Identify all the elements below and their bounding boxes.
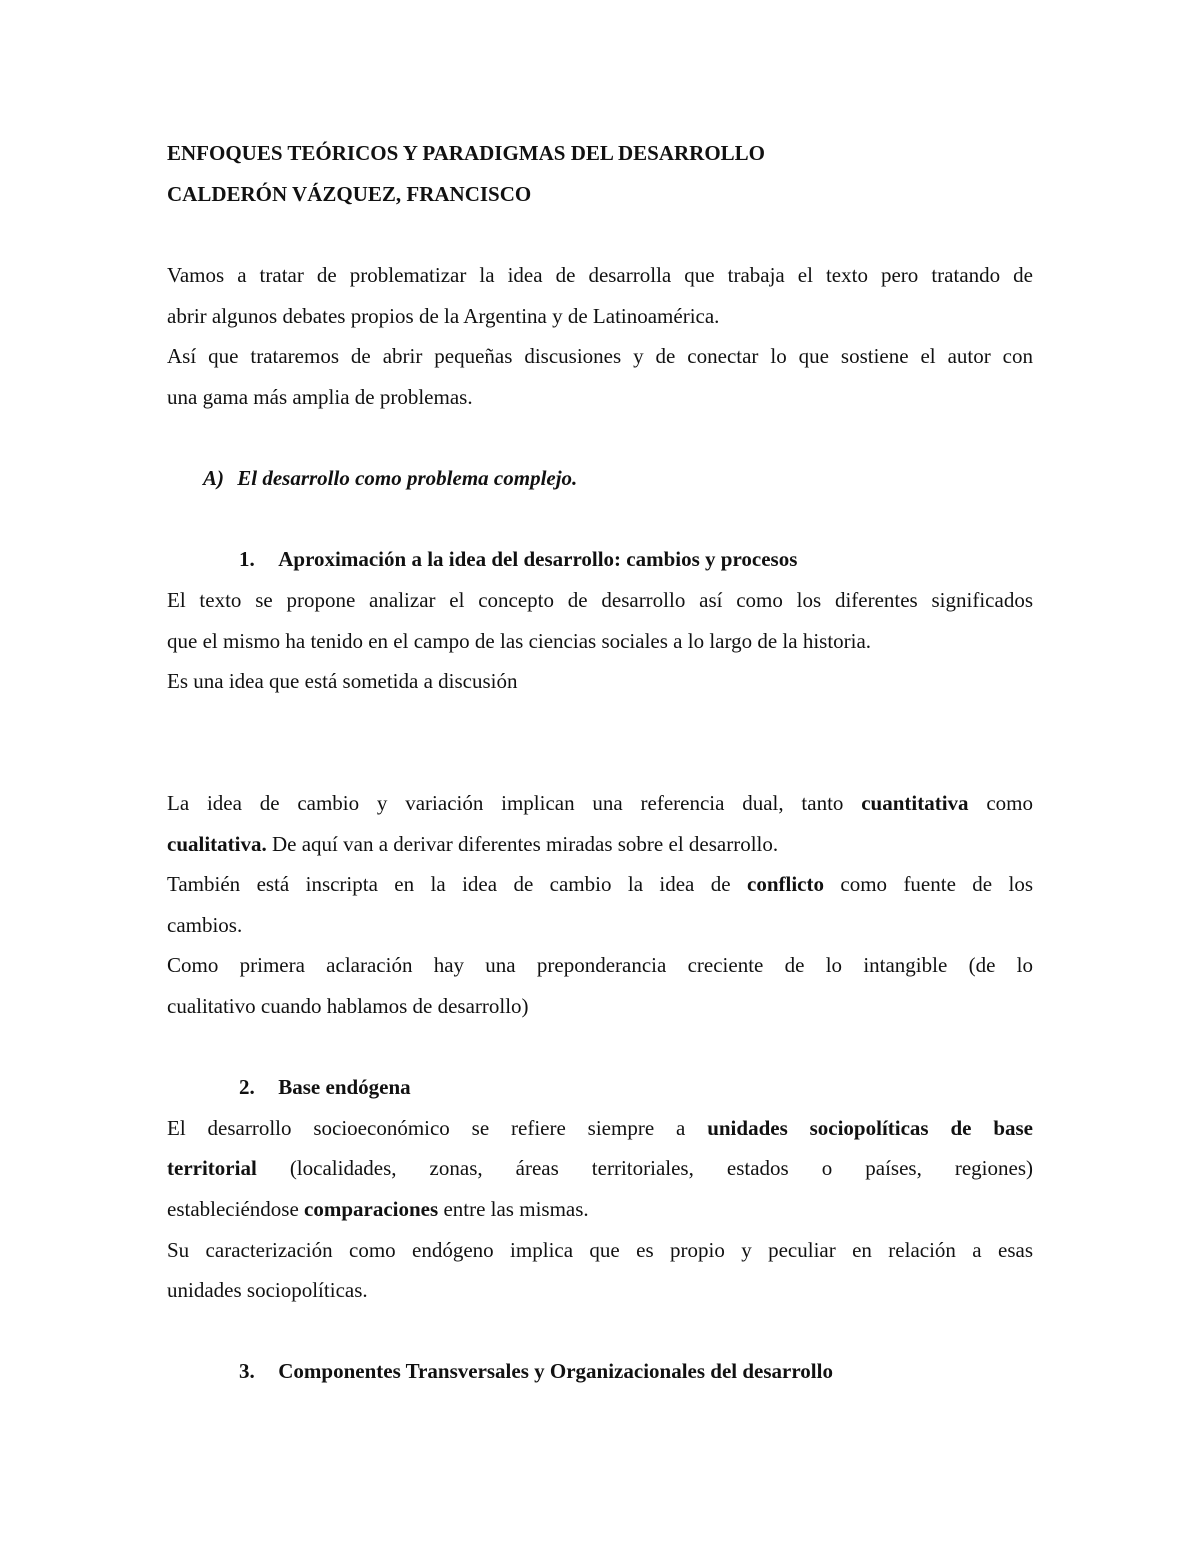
section-1-number: 1. — [239, 547, 255, 571]
s1b-line-5: Como primera aclaración hay una preponderancia creciente de lo intangible (de lo — [167, 953, 1033, 977]
s1b-term-conflicto: conflicto — [747, 872, 824, 896]
s1-line-2: que el mismo ha tenido en el campo de las ciencias sociales a lo largo de la historia. — [167, 629, 872, 653]
s2-term-comparaciones: comparaciones — [304, 1197, 439, 1221]
s1b-line-2-text: De aquí van a derivar diferentes miradas sobre el desarrollo. — [266, 832, 779, 856]
s2-line-2 — [167, 1158, 1033, 1179]
s2-line-4: Su caracterización como endógeno implica que es propio y peculiar en relación a esas — [167, 1238, 1033, 1262]
s2-line-1-text: El desarrollo socioeconómico se refiere siempre a — [167, 1116, 686, 1140]
section-1-heading — [239, 549, 797, 570]
section-2-number: 2. — [239, 1075, 255, 1099]
s1b-line-6: cualitativo cuando hablamos de desarrollo) — [167, 994, 529, 1018]
s1b-line-3 — [167, 874, 1033, 895]
section-a-heading — [203, 468, 577, 489]
s1-line-1: El texto se propone analizar el concepto de desarrollo así como los diferentes significados — [167, 588, 1033, 612]
section-3-heading — [239, 1361, 833, 1382]
s1b-line-1-text: La idea de cambio y variación implican una referencia dual, tanto — [167, 791, 844, 815]
intro-line-4: una gama más amplia de problemas. — [167, 385, 473, 409]
document-author: CALDERÓN VÁZQUEZ, FRANCISCO — [167, 182, 532, 206]
s2-term-territorial: territorial — [167, 1156, 257, 1180]
s1b-line-3-end: como fuente de los — [840, 872, 1034, 896]
s2-line-3-start: estableciéndose — [167, 1197, 305, 1221]
section-3-number: 3. — [239, 1359, 255, 1383]
section-1-title: Aproximación a la idea del desarrollo: cambios y procesos — [278, 547, 798, 571]
section-3-title: Componentes Transversales y Organizacionales del desarrollo — [278, 1359, 833, 1383]
s1b-line-1 — [167, 793, 1033, 814]
s1b-term-cualitativa: cualitativa. — [167, 832, 267, 856]
s2-line-1 — [167, 1118, 1033, 1139]
s1b-line-4: cambios. — [167, 913, 243, 937]
intro-line-3: Así que trataremos de abrir pequeñas discusiones y de conectar lo que sostiene el autor con — [167, 344, 1033, 368]
s2-line-5: unidades sociopolíticas. — [167, 1278, 368, 1302]
s2-line-2-text: (localidades, zonas, áreas territoriales, estados o países, regiones) — [289, 1156, 1033, 1180]
s2-term-unidades: unidades sociopolíticas de base — [707, 1116, 1033, 1140]
s1b-term-cuantitativa: cuantitativa — [861, 791, 969, 815]
intro-line-1: Vamos a tratar de problematizar la idea de desarrolla que trabaja el texto pero tratando de — [167, 263, 1033, 287]
s2-line-3 — [167, 1199, 589, 1220]
section-2-title: Base endógena — [278, 1075, 411, 1099]
section-2-heading — [239, 1077, 411, 1098]
s2-line-3-end: entre las mismas. — [438, 1197, 589, 1221]
s1b-line-1-end: como — [986, 791, 1034, 815]
intro-line-2: abrir algunos debates propios de la Argentina y de Latinoamérica. — [167, 304, 720, 328]
section-a-title: El desarrollo como problema complejo. — [237, 466, 578, 490]
s1-line-3: Es una idea que está sometida a discusión — [167, 669, 518, 693]
s1b-line-2 — [167, 834, 778, 855]
section-a-marker: A) — [203, 466, 224, 490]
document-title: ENFOQUES TEÓRICOS Y PARADIGMAS DEL DESARROLLO — [167, 141, 766, 165]
s1b-line-3-text: También está inscripta en la idea de cambio la idea de — [167, 872, 731, 896]
